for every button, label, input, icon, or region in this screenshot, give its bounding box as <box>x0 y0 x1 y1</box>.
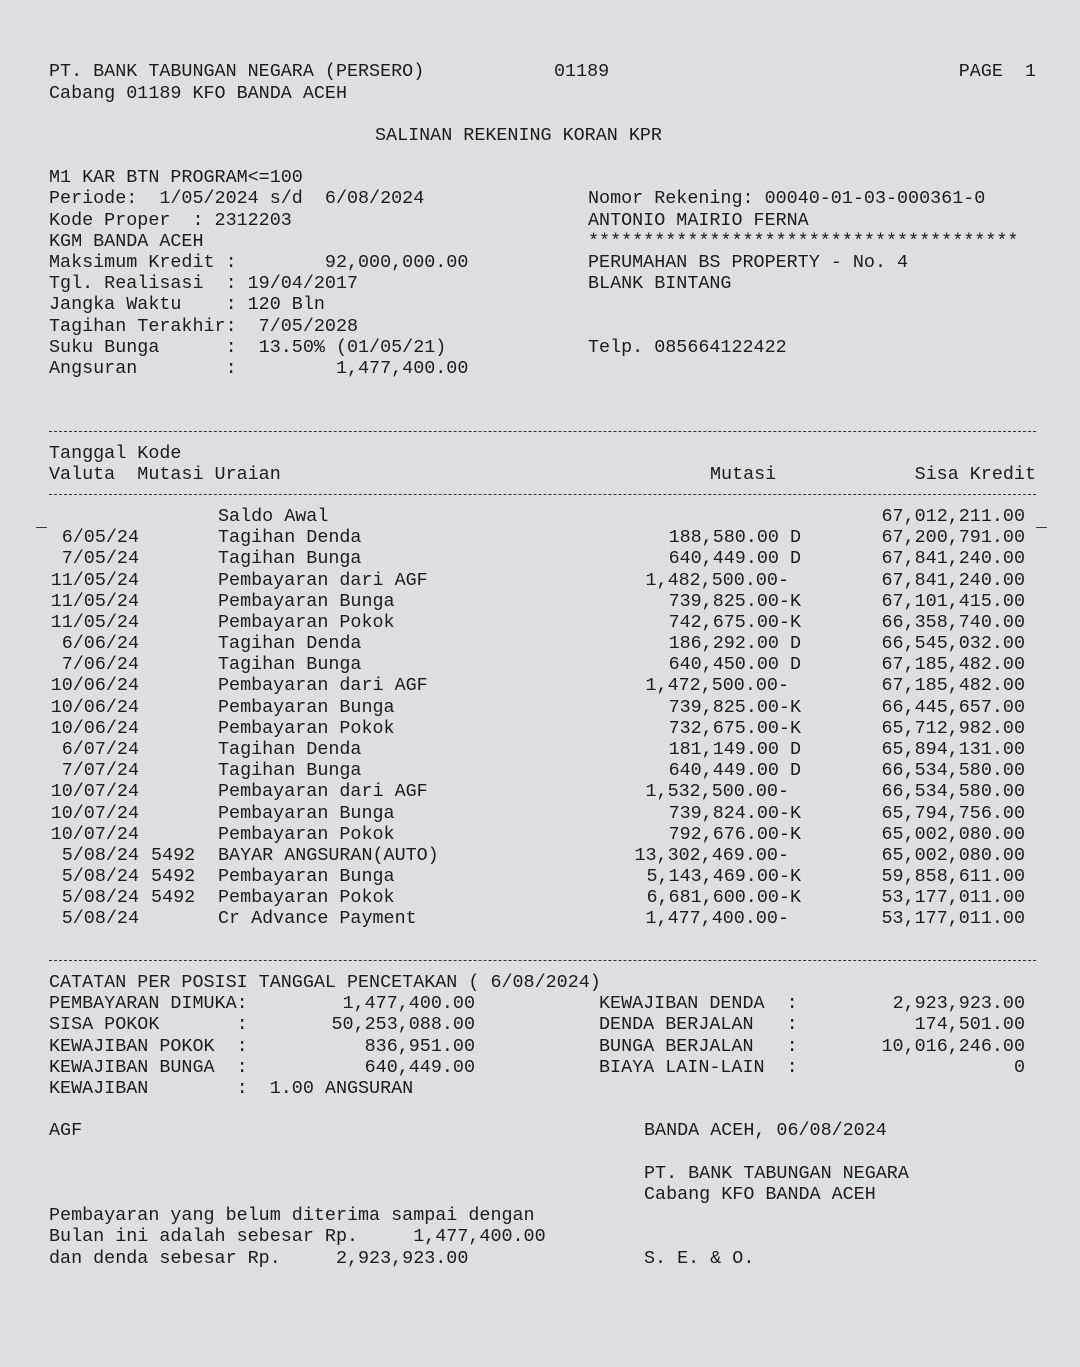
address-line-2: BLANK BINTANG <box>588 273 732 294</box>
table-header-mutasi: Mutasi <box>710 464 777 485</box>
row-amount: 1,482,500.00- <box>645 569 789 591</box>
divider <box>49 960 1036 961</box>
last-bill-line: Tagihan Terakhir: 7/05/2028 <box>49 316 359 337</box>
row-date: 7/06/24 <box>61 654 139 676</box>
note-value-running-interest: 10,016,246.00 <box>881 1036 1025 1057</box>
row-description: Tagihan Bunga <box>218 760 362 782</box>
table-header-columns: Valuta Mutasi Uraian <box>49 464 281 485</box>
row-date: 7/05/24 <box>61 548 139 570</box>
row-code: 5492 <box>151 866 196 888</box>
note-value-other-fees: 0 <box>1013 1057 1025 1078</box>
row-description: Cr Advance Payment <box>218 908 417 930</box>
row-balance: 67,841,240.00 <box>881 569 1025 591</box>
footer-message-2: Bulan ini adalah sebesar Rp. 1,477,400.00 <box>49 1226 546 1247</box>
row-date: 11/05/24 <box>50 569 139 591</box>
max-credit-line: Maksimum Kredit : 92,000,000.00 <box>49 252 469 273</box>
installment-line: Angsuran : 1,477,400.00 <box>49 358 469 379</box>
note-label-penalty-obligation: KEWAJIBAN DENDA : <box>599 993 798 1014</box>
branch-code: 01189 <box>554 61 610 82</box>
row-date: 10/06/24 <box>50 696 139 718</box>
row-amount: 1,472,500.00- <box>645 675 789 697</box>
row-amount: 640,449.00 D <box>668 760 801 782</box>
row-balance: 67,841,240.00 <box>881 548 1025 570</box>
row-description: Saldo Awal <box>218 506 329 527</box>
row-date: 7/07/24 <box>61 760 139 782</box>
row-balance: 59,858,611.00 <box>881 866 1025 888</box>
row-description: Tagihan Bunga <box>218 654 362 676</box>
row-date: 6/05/24 <box>61 527 139 549</box>
row-description: Tagihan Denda <box>218 527 362 549</box>
row-amount: 739,825.00-K <box>668 696 801 718</box>
row-date: 5/08/24 <box>61 887 139 909</box>
period-line: Periode: 1/05/2024 s/d 6/08/2024 <box>49 188 425 209</box>
row-balance: 66,445,657.00 <box>881 696 1025 718</box>
footer-bank-name: PT. BANK TABUNGAN NEGARA <box>644 1163 909 1184</box>
margin-tick: _ <box>36 512 47 532</box>
bank-name: PT. BANK TABUNGAN NEGARA (PERSERO) <box>49 61 425 82</box>
row-date: 5/08/24 <box>61 844 139 866</box>
row-description: Pembayaran Pokok <box>218 887 395 909</box>
phone-number: Telp. 085664122422 <box>588 337 787 358</box>
row-balance: 65,002,080.00 <box>881 844 1025 866</box>
divider <box>49 494 1036 495</box>
program-line: M1 KAR BTN PROGRAM<=100 <box>49 167 303 188</box>
note-label-running-interest: BUNGA BERJALAN : <box>599 1036 798 1057</box>
divider <box>49 431 1036 432</box>
row-description: Pembayaran Bunga <box>218 590 395 612</box>
row-balance: 66,545,032.00 <box>881 633 1025 655</box>
note-label-other-fees: BIAYA LAIN-LAIN : <box>599 1057 798 1078</box>
customer-name: ANTONIO MAIRIO FERNA <box>588 210 809 231</box>
note-label-principal-balance: SISA POKOK : <box>49 1014 248 1035</box>
row-description: Pembayaran Pokok <box>218 717 395 739</box>
row-balance: 66,534,580.00 <box>881 760 1025 782</box>
note-value-principal-obligation: 836,951.00 <box>364 1036 475 1057</box>
row-description: Tagihan Denda <box>218 633 362 655</box>
row-description: Pembayaran Pokok <box>218 823 395 845</box>
row-amount: 13,302,469.00- <box>634 844 789 866</box>
row-amount: 640,450.00 D <box>668 654 801 676</box>
note-value-running-penalty: 174,501.00 <box>914 1014 1025 1035</box>
row-description: Pembayaran dari AGF <box>218 675 428 697</box>
row-date: 11/05/24 <box>50 590 139 612</box>
note-installment-obligation: KEWAJIBAN : 1.00 ANGSURAN <box>49 1078 414 1099</box>
note-label-running-penalty: DENDA BERJALAN : <box>599 1014 798 1035</box>
row-date: 10/07/24 <box>50 802 139 824</box>
row-balance: 53,177,011.00 <box>881 887 1025 909</box>
account-number: Nomor Rekening: 00040-01-03-000361-0 <box>588 188 986 209</box>
row-code: 5492 <box>151 844 196 866</box>
row-balance: 65,712,982.00 <box>881 717 1025 739</box>
row-amount: 792,676.00-K <box>668 823 801 845</box>
row-balance: 67,185,482.00 <box>881 675 1025 697</box>
term-line: Jangka Waktu : 120 Bln <box>49 294 325 315</box>
row-balance: 67,185,482.00 <box>881 654 1025 676</box>
footer-agf: AGF <box>49 1120 83 1141</box>
footer-message-1: Pembayaran yang belum diterima sampai dengan <box>49 1205 535 1226</box>
star-separator: *************************************** <box>588 231 1019 252</box>
note-label-interest-obligation: KEWAJIBAN BUNGA : <box>49 1057 248 1078</box>
row-description: BAYAR ANGSURAN(AUTO) <box>218 844 439 866</box>
note-label-advance-payment: PEMBAYARAN DIMUKA: <box>49 993 248 1014</box>
row-code: 5492 <box>151 887 196 909</box>
row-date: 10/07/24 <box>50 823 139 845</box>
margin-tick: _ <box>1036 512 1047 532</box>
footer-message-3: dan denda sebesar Rp. 2,923,923.00 <box>49 1248 469 1269</box>
row-balance: 53,177,011.00 <box>881 908 1025 930</box>
row-date: 10/07/24 <box>50 781 139 803</box>
address-line-1: PERUMAHAN BS PROPERTY - No. 4 <box>588 252 909 273</box>
row-balance: 66,358,740.00 <box>881 611 1025 633</box>
row-amount: 186,292.00 D <box>668 633 801 655</box>
row-amount: 5,143,469.00-K <box>646 866 801 888</box>
row-balance: 67,012,211.00 <box>881 506 1025 527</box>
kgm-line: KGM BANDA ACEH <box>49 231 204 252</box>
row-description: Pembayaran Pokok <box>218 611 395 633</box>
row-amount: 732,675.00-K <box>668 717 801 739</box>
note-value-advance-payment: 1,477,400.00 <box>342 993 475 1014</box>
note-value-penalty-obligation: 2,923,923.00 <box>892 993 1025 1014</box>
row-amount: 1,532,500.00- <box>645 781 789 803</box>
note-value-principal-balance: 50,253,088.00 <box>331 1014 475 1035</box>
footer-branch: Cabang KFO BANDA ACEH <box>644 1184 876 1205</box>
notes-title: CATATAN PER POSISI TANGGAL PENCETAKAN ( 6/08/2024) <box>49 972 601 993</box>
row-amount: 181,149.00 D <box>668 739 801 760</box>
row-balance: 65,002,080.00 <box>881 823 1025 845</box>
table-header-balance: Sisa Kredit <box>914 464 1036 485</box>
proper-code-line: Kode Proper : 2312203 <box>49 210 292 231</box>
row-description: Pembayaran dari AGF <box>218 569 428 591</box>
interest-rate-line: Suku Bunga : 13.50% (01/05/21) <box>49 337 447 358</box>
note-label-principal-obligation: KEWAJIBAN POKOK : <box>49 1036 248 1057</box>
document-title: SALINAN REKENING KORAN KPR <box>375 125 662 146</box>
row-date: 10/06/24 <box>50 717 139 739</box>
row-description: Pembayaran Bunga <box>218 866 395 888</box>
row-date: 5/08/24 <box>61 866 139 888</box>
row-date: 5/08/24 <box>61 908 139 930</box>
row-amount: 6,681,600.00-K <box>646 887 801 909</box>
row-amount: 1,477,400.00- <box>645 908 789 930</box>
note-value-interest-obligation: 640,449.00 <box>364 1057 475 1078</box>
row-balance: 67,200,791.00 <box>881 527 1025 549</box>
row-amount: 188,580.00 D <box>668 527 801 549</box>
row-description: Pembayaran Bunga <box>218 696 395 718</box>
row-amount: 739,825.00-K <box>668 590 801 612</box>
row-amount: 742,675.00-K <box>668 611 801 633</box>
row-balance: 65,794,756.00 <box>881 802 1025 824</box>
row-description: Pembayaran dari AGF <box>218 781 428 803</box>
row-description: Tagihan Bunga <box>218 548 362 570</box>
page-number: PAGE 1 <box>958 61 1036 82</box>
row-date: 6/07/24 <box>61 739 139 760</box>
row-date: 10/06/24 <box>50 675 139 697</box>
row-balance: 67,101,415.00 <box>881 590 1025 612</box>
row-amount: 739,824.00-K <box>668 802 801 824</box>
branch-line: Cabang 01189 KFO BANDA ACEH <box>49 83 347 104</box>
row-balance: 66,534,580.00 <box>881 781 1025 803</box>
row-date: 11/05/24 <box>50 611 139 633</box>
table-header-date-code: Tanggal Kode <box>49 443 182 464</box>
realization-date-line: Tgl. Realisasi : 19/04/2017 <box>49 273 359 294</box>
row-amount: 640,449.00 D <box>668 548 801 570</box>
row-balance: 65,894,131.00 <box>881 739 1025 760</box>
footer-place-date: BANDA ACEH, 06/08/2024 <box>644 1120 887 1141</box>
footer-seo: S. E. & O. <box>644 1248 755 1269</box>
row-description: Tagihan Denda <box>218 739 362 760</box>
row-description: Pembayaran Bunga <box>218 802 395 824</box>
row-date: 6/06/24 <box>61 633 139 655</box>
